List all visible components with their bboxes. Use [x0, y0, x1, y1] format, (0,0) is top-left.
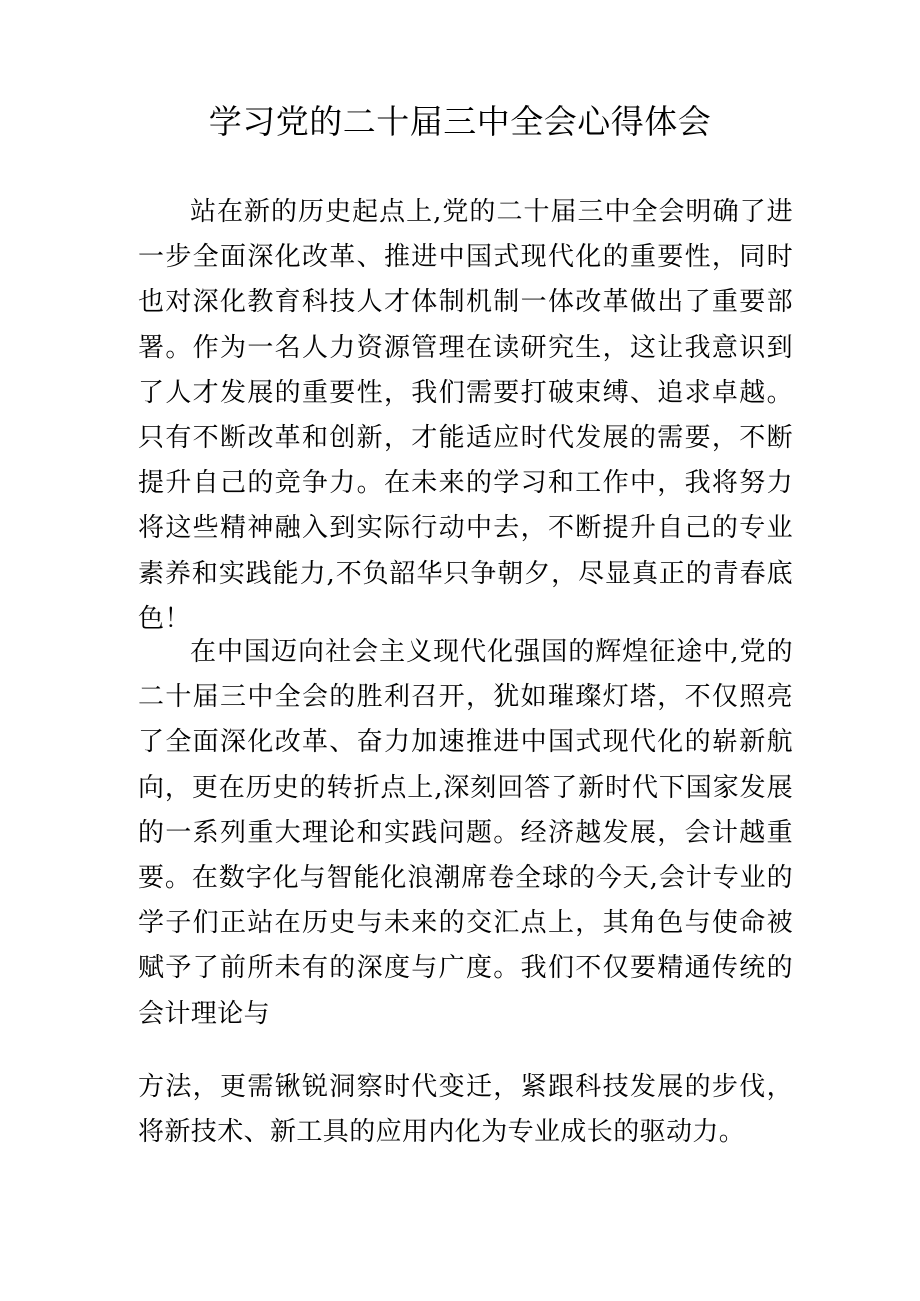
paragraph-2: 在中国迈向社会主义现代化强国的辉煌征途中,党的二十届三中全会的胜利召开，犹如璀璨灯塔，不仅照亮了全面深化改革、奋力加速推进中国式现代化的崭新航向，更在历史的转折点上,深刻回答了新时代下国家发展的一系列重大理论和实践问题。经济越发展，会计越重要。在数字化与智能化浪潮席卷全球的今天,会计专业的学子们正站在历史与未来的交汇点上，其角色与使命被赋予了前所未有的深度与广度。我们不仅要精通传统的会计理论与: [138, 637, 793, 1029]
paragraph-3: 方法，更需锹锐洞察时代变迁，紧跟科技发展的步伐，将新技术、新工具的应用内化为专业成长的驱动力。: [138, 1072, 793, 1148]
paragraph-1: 站在新的历史起点上,党的二十届三中全会明确了进一步全面深化改革、推进中国式现代化的重要性，同时也对深化教育科技人才体制机制一体改革做出了重要部署。作为一名人力资源管理在读研究生，这让我意识到了人才发展的重要性，我们需要打破束缚、追求卓越。只有不断改革和创新，才能适应时代发展的需要，不断提升自己的竞争力。在未来的学习和工作中，我将努力将这些精神融入到实际行动中去，不断提升自己的专业素养和实践能力,不负韶华只争朝夕，尽显真正的青春底色！: [138, 197, 793, 634]
document-title: 学习党的二十届三中全会心得体会: [208, 102, 712, 141]
